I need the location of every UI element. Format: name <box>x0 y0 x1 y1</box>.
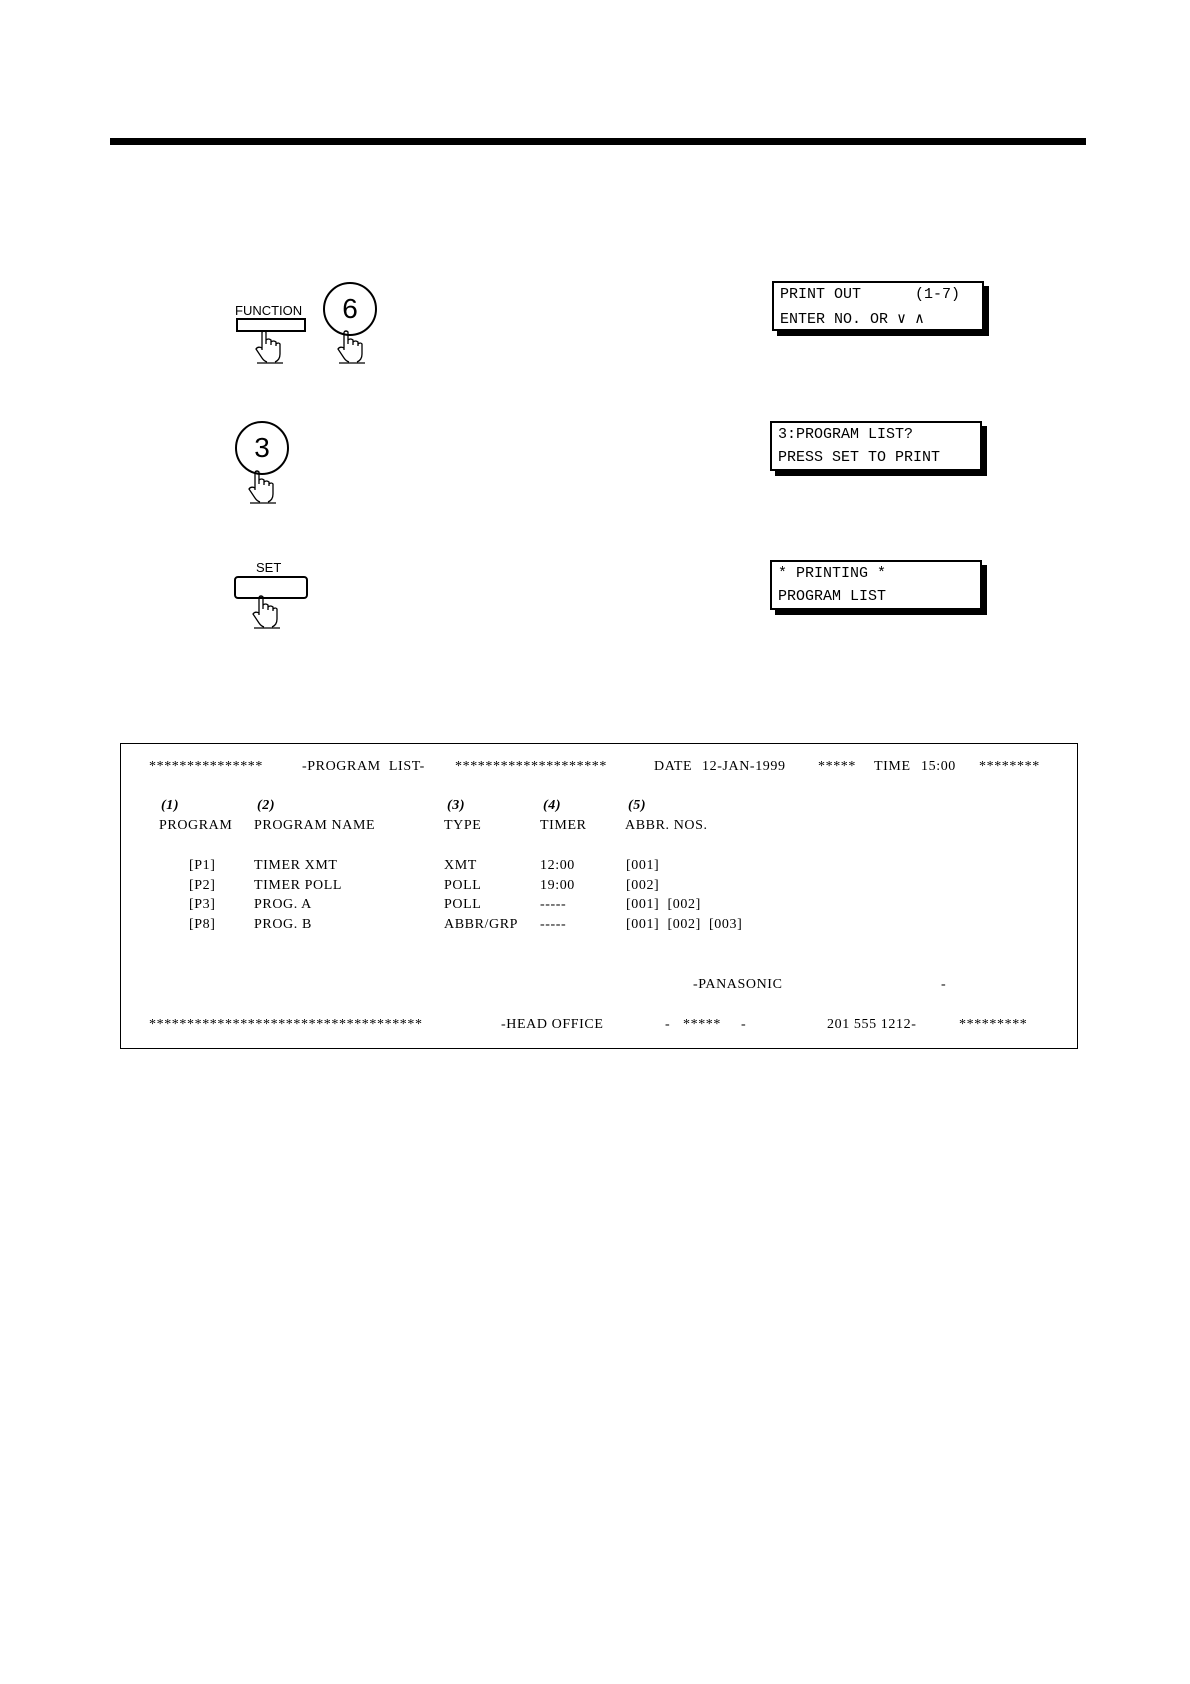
station-office: -HEAD OFFICE <box>501 1017 604 1032</box>
row-program: [P3] <box>189 897 216 912</box>
header-stars: ***** <box>818 759 856 774</box>
column-header: PROGRAM NAME <box>254 818 376 833</box>
row-abbr: [001] <box>626 858 660 873</box>
header-stars: ******************** <box>455 759 607 774</box>
top-rule <box>110 138 1086 145</box>
set-key-label: SET <box>256 560 282 575</box>
row-timer: 12:00 <box>540 858 575 873</box>
row-type: XMT <box>444 858 477 873</box>
footer-stars: ********* <box>959 1017 1028 1032</box>
lcd-display-3 <box>770 560 982 610</box>
row-name: TIMER XMT <box>254 858 338 873</box>
column-number: (4) <box>543 798 562 813</box>
finger-press-icon <box>335 330 369 364</box>
footer-dash: - <box>665 1017 671 1032</box>
finger-press-icon <box>246 470 280 504</box>
lcd-line-2: ENTER NO. OR ∨ ∧ <box>780 311 925 328</box>
footer-stars: ************************************ <box>149 1017 423 1032</box>
lcd-display-2 <box>770 421 982 471</box>
column-header: ABBR. NOS. <box>625 818 708 833</box>
row-program: [P8] <box>189 917 216 932</box>
program-list-report <box>120 743 1078 1049</box>
report-date: 12-JAN-1999 <box>702 759 786 774</box>
header-stars: ******** <box>979 759 1040 774</box>
row-timer: ----- <box>540 917 567 932</box>
station-name-end: - <box>941 977 947 992</box>
column-header: TYPE <box>444 818 482 833</box>
row-type: ABBR/GRP <box>444 917 519 932</box>
lcd-line-1: * PRINTING * <box>778 565 887 582</box>
row-program: [P1] <box>189 858 216 873</box>
key-3[interactable]: 3 <box>235 421 289 475</box>
function-key-label: FUNCTION <box>235 303 303 318</box>
footer-dash: - <box>741 1017 747 1032</box>
row-abbr: [001] [002] <box>626 897 701 912</box>
lcd-line-1: PRINT OUT (1-7) <box>780 286 961 303</box>
row-type: POLL <box>444 878 482 893</box>
report-time: 15:00 <box>921 759 956 774</box>
finger-press-icon <box>253 330 287 364</box>
row-program: [P2] <box>189 878 216 893</box>
time-label: TIME <box>874 759 911 774</box>
lcd-display-1 <box>772 281 984 331</box>
lcd-line-1: 3:PROGRAM LIST? <box>778 426 914 443</box>
lcd-line-2: PROGRAM LIST <box>778 588 887 605</box>
footer-stars: ***** <box>683 1017 721 1032</box>
column-number: (5) <box>628 798 647 813</box>
row-timer: 19:00 <box>540 878 575 893</box>
column-header: TIMER <box>540 818 587 833</box>
station-name: -PANASONIC <box>693 977 783 992</box>
column-number: (3) <box>447 798 466 813</box>
header-stars: *************** <box>149 759 263 774</box>
finger-press-icon <box>250 595 284 629</box>
row-name: PROG. A <box>254 897 312 912</box>
lcd-line-2: PRESS SET TO PRINT <box>778 449 941 466</box>
report-title: -PROGRAM LIST- <box>302 759 425 774</box>
row-name: TIMER POLL <box>254 878 343 893</box>
column-number: (1) <box>161 798 180 813</box>
key-6[interactable]: 6 <box>323 282 377 336</box>
station-phone: 201 555 1212- <box>827 1017 917 1032</box>
row-timer: ----- <box>540 897 567 912</box>
row-abbr: [002] <box>626 878 660 893</box>
column-number: (2) <box>257 798 276 813</box>
row-name: PROG. B <box>254 917 312 932</box>
date-label: DATE <box>654 759 693 774</box>
row-abbr: [001] [002] [003] <box>626 917 743 932</box>
row-type: POLL <box>444 897 482 912</box>
column-header: PROGRAM <box>159 818 233 833</box>
